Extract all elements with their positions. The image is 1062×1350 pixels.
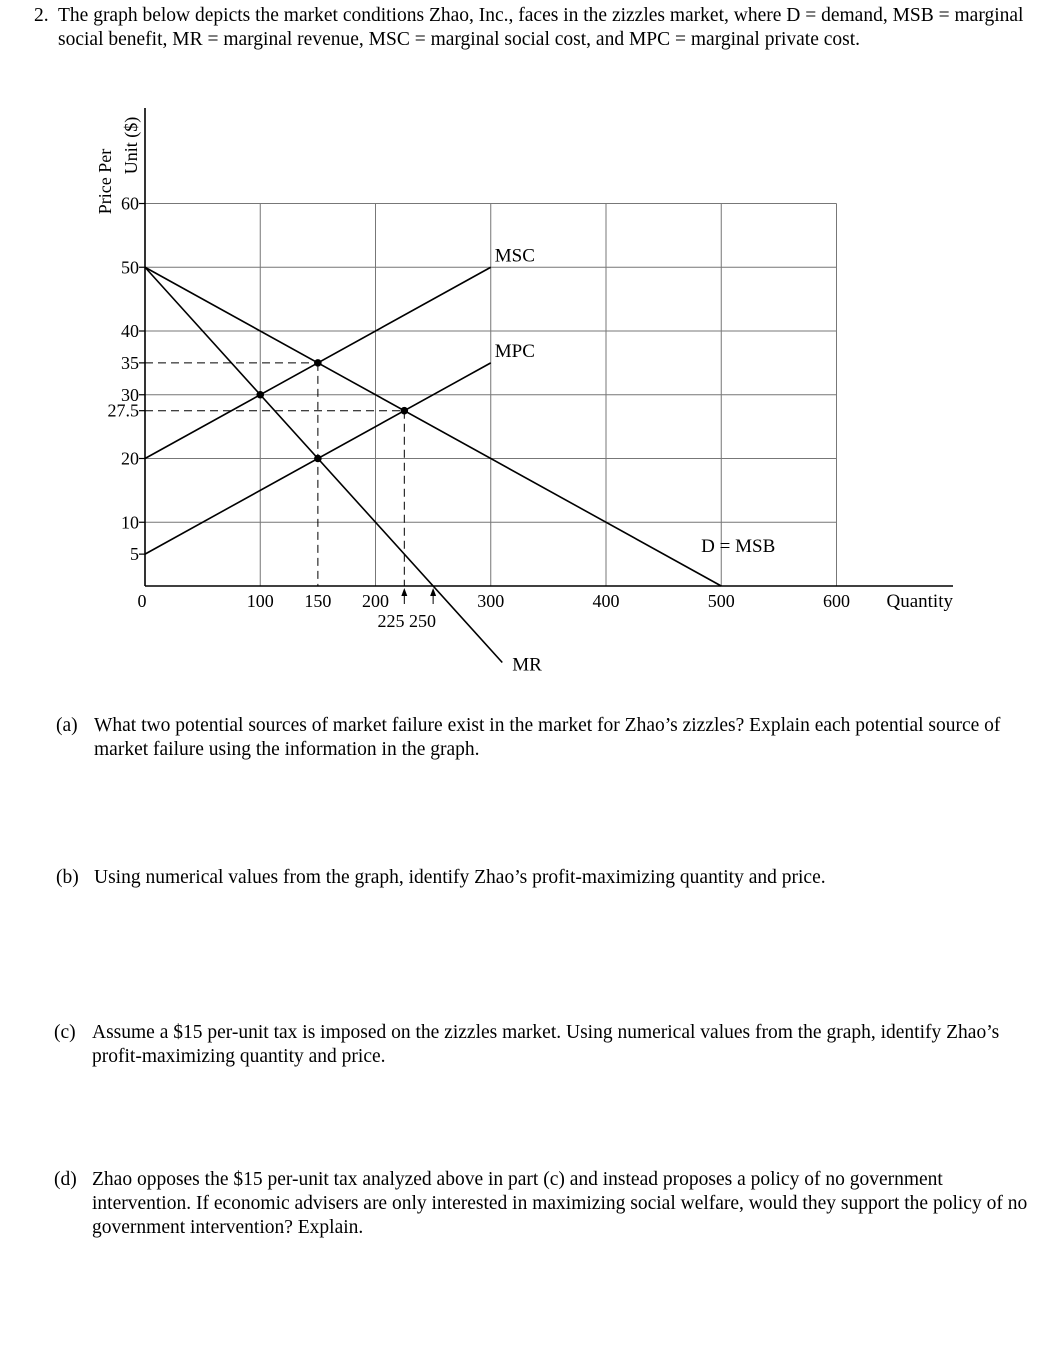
part-b <box>56 866 1016 890</box>
question-number: 2. <box>34 5 49 26</box>
y-tick-label: 10 <box>121 512 139 533</box>
y-tick-label: 60 <box>121 193 139 214</box>
series-label-msc: MSC <box>494 245 535 267</box>
intersection-point <box>314 455 322 463</box>
x-tick-label: 200 <box>362 591 389 611</box>
y-tick-label: 40 <box>121 321 139 341</box>
part-d-text: Zhao opposes the $15 per-unit tax analyzed above in part (c) and instead proposes a policy of no government intervention. If economic advisers are only interested in maximizing social welfare, would they support the policy of no government intervention? Explain. <box>92 1169 1028 1238</box>
intersection-point <box>256 391 264 399</box>
y-tick-label: 50 <box>121 257 139 278</box>
y-tick-label: 30 <box>121 384 139 405</box>
x-tick-label: 300 <box>477 591 505 611</box>
part-c-label: (c) <box>54 1022 76 1043</box>
x-tick-label: 400 <box>592 591 620 611</box>
series-label-mr: MR <box>512 654 542 676</box>
y-axis-title-line2: Unit ($) <box>121 116 141 175</box>
y-tick-label: 5 <box>130 544 139 565</box>
intersection-point <box>314 359 322 367</box>
x-tick-label: 150 <box>304 591 332 611</box>
y-tick-label: 20 <box>121 448 139 469</box>
question-text: The graph below depicts the market conditions Zhao, Inc., faces in the zizzles market, where D = demand, MSB = marginal social benefit, MR = marginal revenue, MSC = marginal social cost, and MPC = marginal private cost. <box>58 5 1024 50</box>
part-c <box>54 1021 1014 1069</box>
part-d <box>54 1168 1039 1240</box>
x-tick-label-lower: 225 250 <box>377 611 436 631</box>
x-tick-label: 500 <box>707 591 735 611</box>
y-axis-title-line1: Price Per <box>95 148 115 215</box>
chart-grid <box>139 108 953 586</box>
series-label-mpc: MPC <box>494 340 535 362</box>
part-a-label: (a) <box>56 715 78 736</box>
arrow-marker-head <box>401 588 407 596</box>
y-tick-label: 35 <box>121 352 139 373</box>
part-b-text: Using numerical values from the graph, identify Zhao’s profit-maximizing quantity and price. <box>94 867 826 888</box>
part-b-label: (b) <box>56 867 79 888</box>
series-label-d-msb: D = MSB <box>701 536 776 557</box>
part-a <box>56 714 1016 762</box>
intersection-point <box>401 407 409 415</box>
x-tick-label: 600 <box>823 591 850 611</box>
x-axis-title: Quantity <box>886 591 953 612</box>
y-tick-label: 27.5 <box>107 400 139 421</box>
part-c-text: Assume a $15 per-unit tax is imposed on the zizzles market. Using numerical values from the graph, identify Zhao’s profit-maximizing quantity and price. <box>92 1022 1000 1067</box>
chart-guides <box>145 363 404 586</box>
x-tick-label: 100 <box>246 591 274 611</box>
part-a-text: What two potential sources of market failure exist in the market for Zhao’s zizzles? Explain each potential source of market failure using the information in the graph. <box>94 715 1001 760</box>
series-line-d-msb <box>145 267 721 586</box>
chart-labels <box>95 117 953 676</box>
part-d-label: (d) <box>54 1169 77 1190</box>
x-tick-label: 0 <box>137 591 147 611</box>
